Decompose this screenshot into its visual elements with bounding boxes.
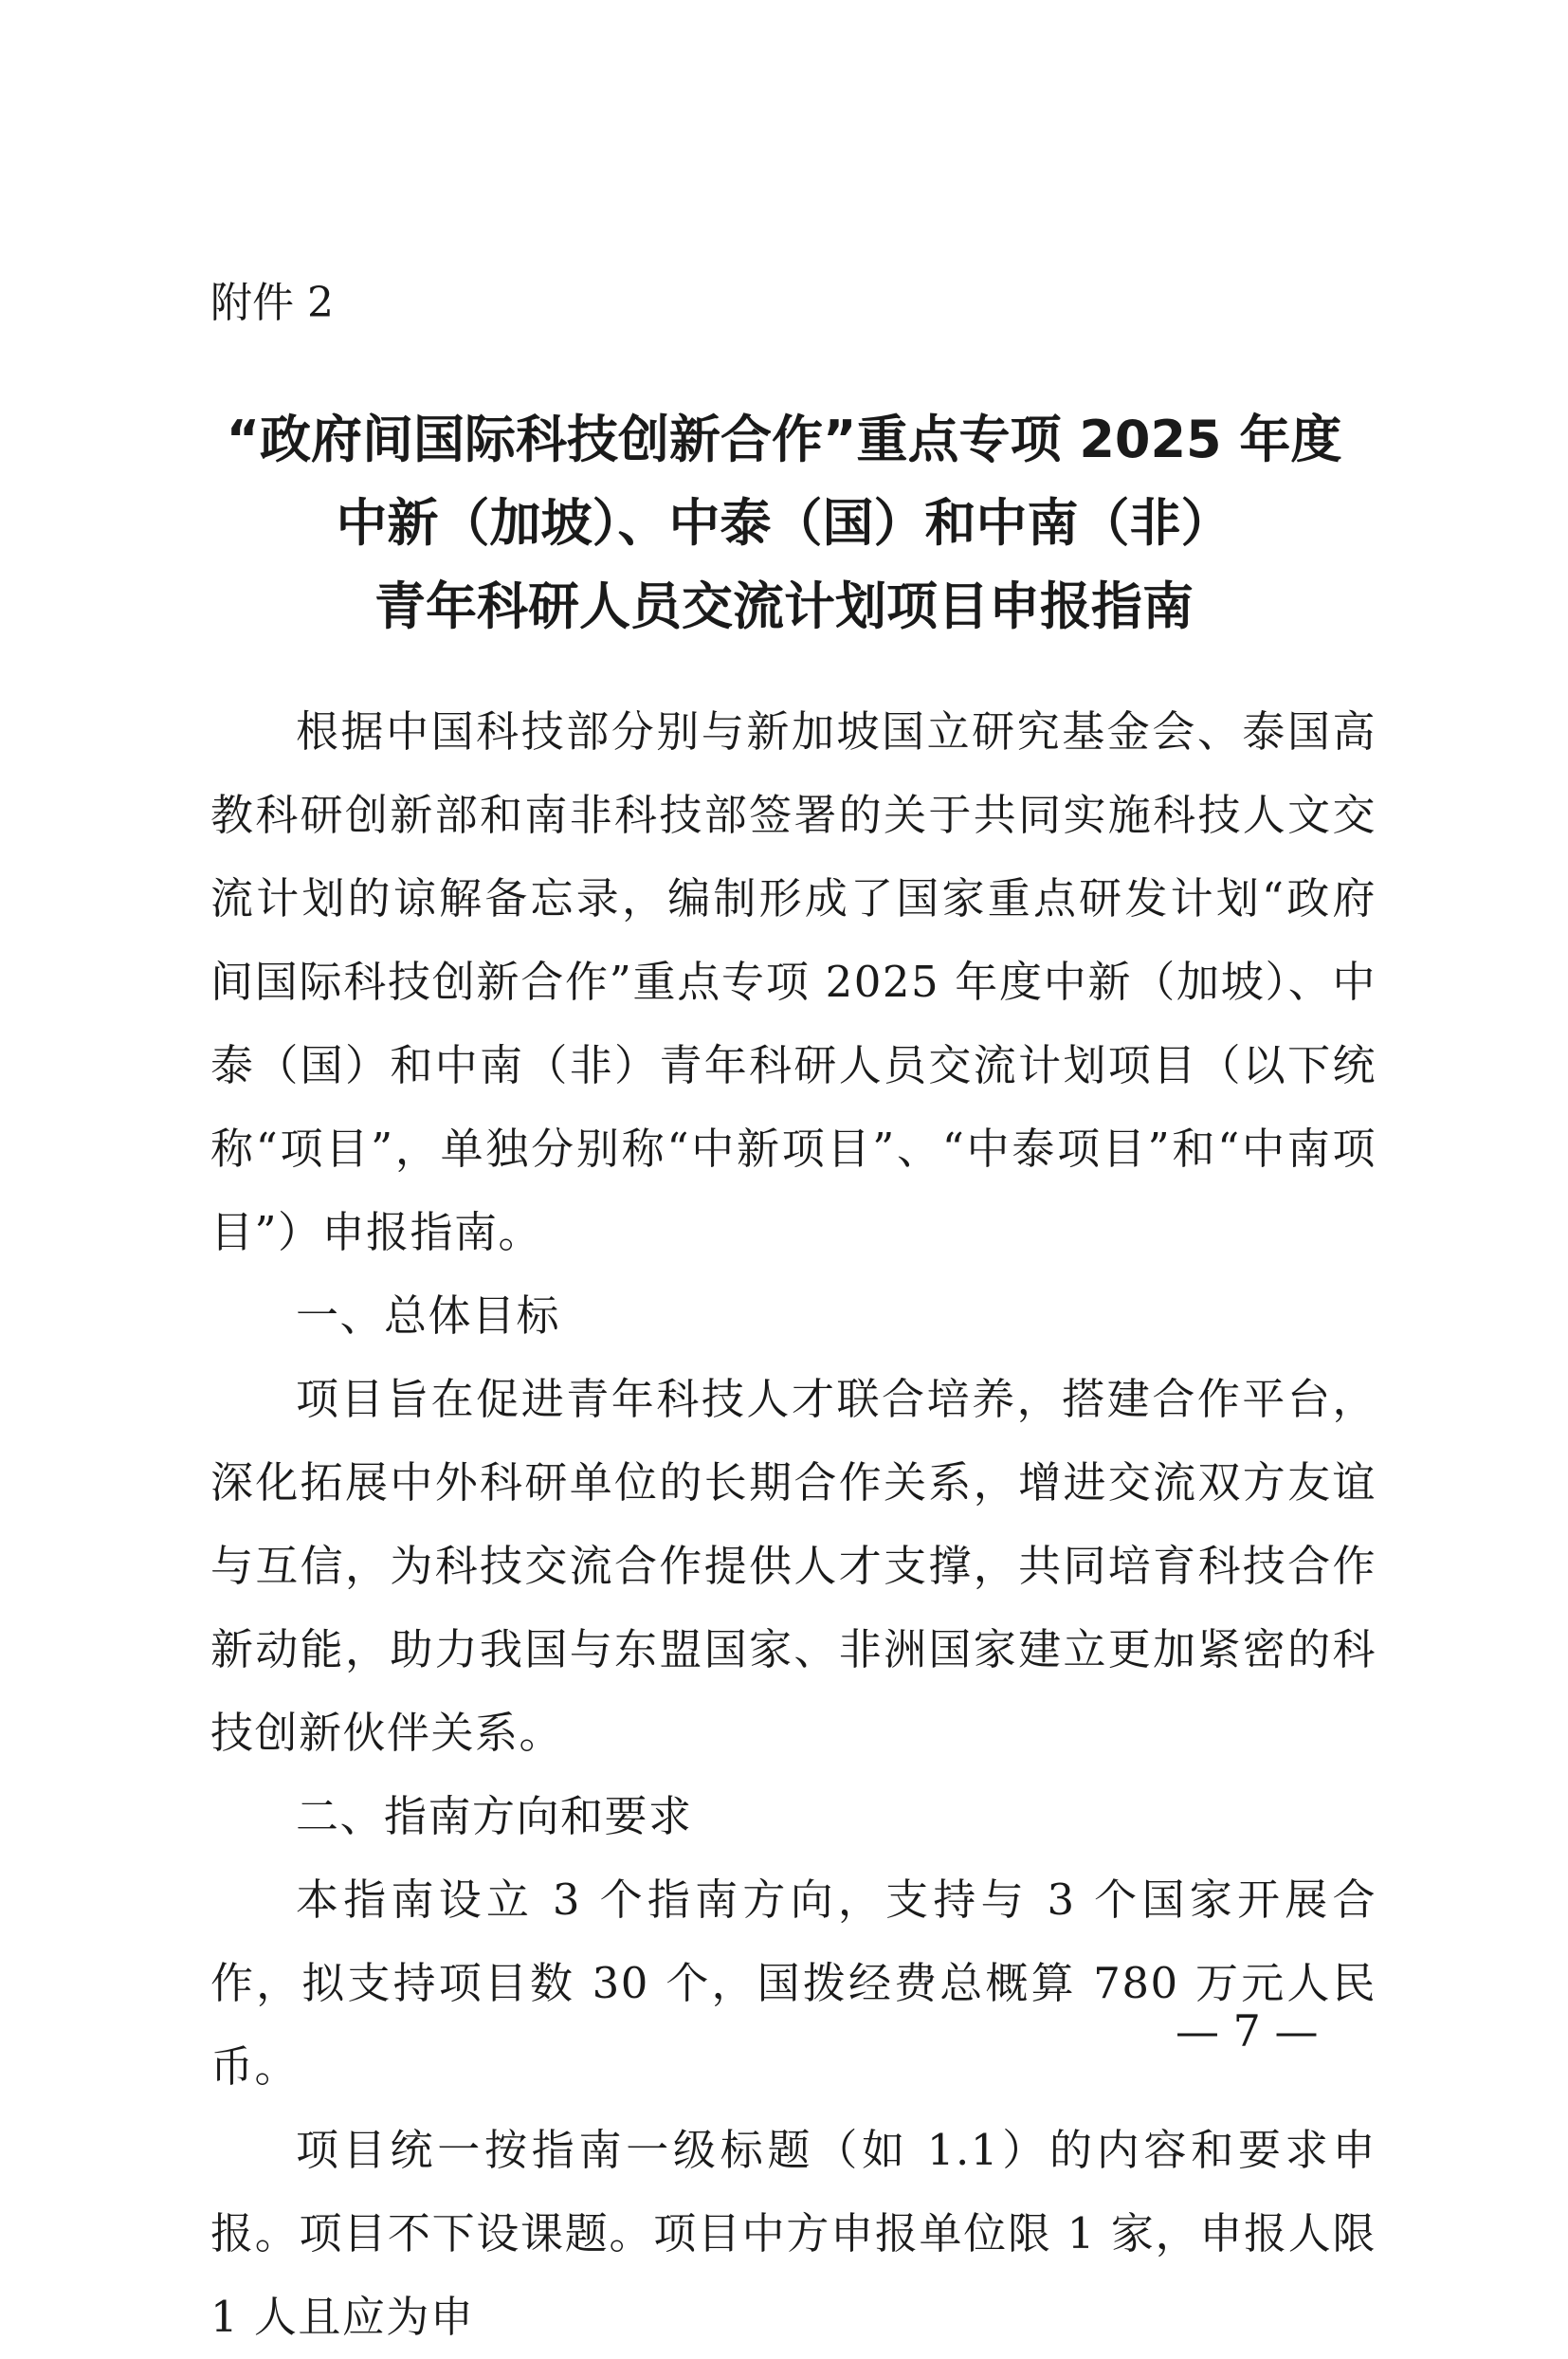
guide-directions-paragraph-2: 项目统一按指南一级标题（如 1.1）的内容和要求申报。项目不下设课题。项目中方申报单位限 1 家，申报人限 1 人且应为申 (210, 2125, 1377, 2342)
overall-goal-paragraph: 项目旨在促进青年科技人才联合培养，搭建合作平台，深化拓展中外科研单位的长期合作关系，增进交流双方友谊与互信，为科技交流合作提供人才支撑，共同培育科技合作新动能，助力我国与东盟国家、非洲国家建立更加紧密的科技创新伙伴关系。 (210, 1374, 1377, 1758)
guide-directions-paragraph-1: 本指南设立 3 个指南方向，支持与 3 个国家开展合作，拟支持项目数 30 个，国拨经费总概算 780 万元人民币。 (210, 1874, 1377, 2092)
section-heading-overall-goal: 一、总体目标 (296, 1290, 561, 1341)
document-title (142, 398, 1426, 649)
title-line-1: “政府间国际科技创新合作”重点专项 2025 年度 (226, 410, 1342, 469)
attachment-label: 附件 2 (210, 279, 334, 327)
section-heading-guide-directions: 二、指南方向和要求 (296, 1791, 693, 1841)
title-line-3: 青年科研人员交流计划项目申报指南 (374, 576, 1194, 636)
intro-paragraph: 根据中国科技部分别与新加坡国立研究基金会、泰国高教科研创新部和南非科技部签署的关于共同实施科技人文交流计划的谅解备忘录，编制形成了国家重点研发计划“政府间国际科技创新合作”重点专项 2025 年度中新（加坡）、中泰（国）和中南（非）青年科研人员交流计划项目（以下统称“项目”，单独分别称“中新项目”、“中泰项目”和“中南项目”）申报指南。 (210, 706, 1377, 1257)
document-body (210, 690, 1377, 2359)
page-number: — 7 — (1176, 2005, 1319, 2057)
title-line-2: 中新（加坡）、中泰（国）和中南（非） (336, 493, 1232, 553)
